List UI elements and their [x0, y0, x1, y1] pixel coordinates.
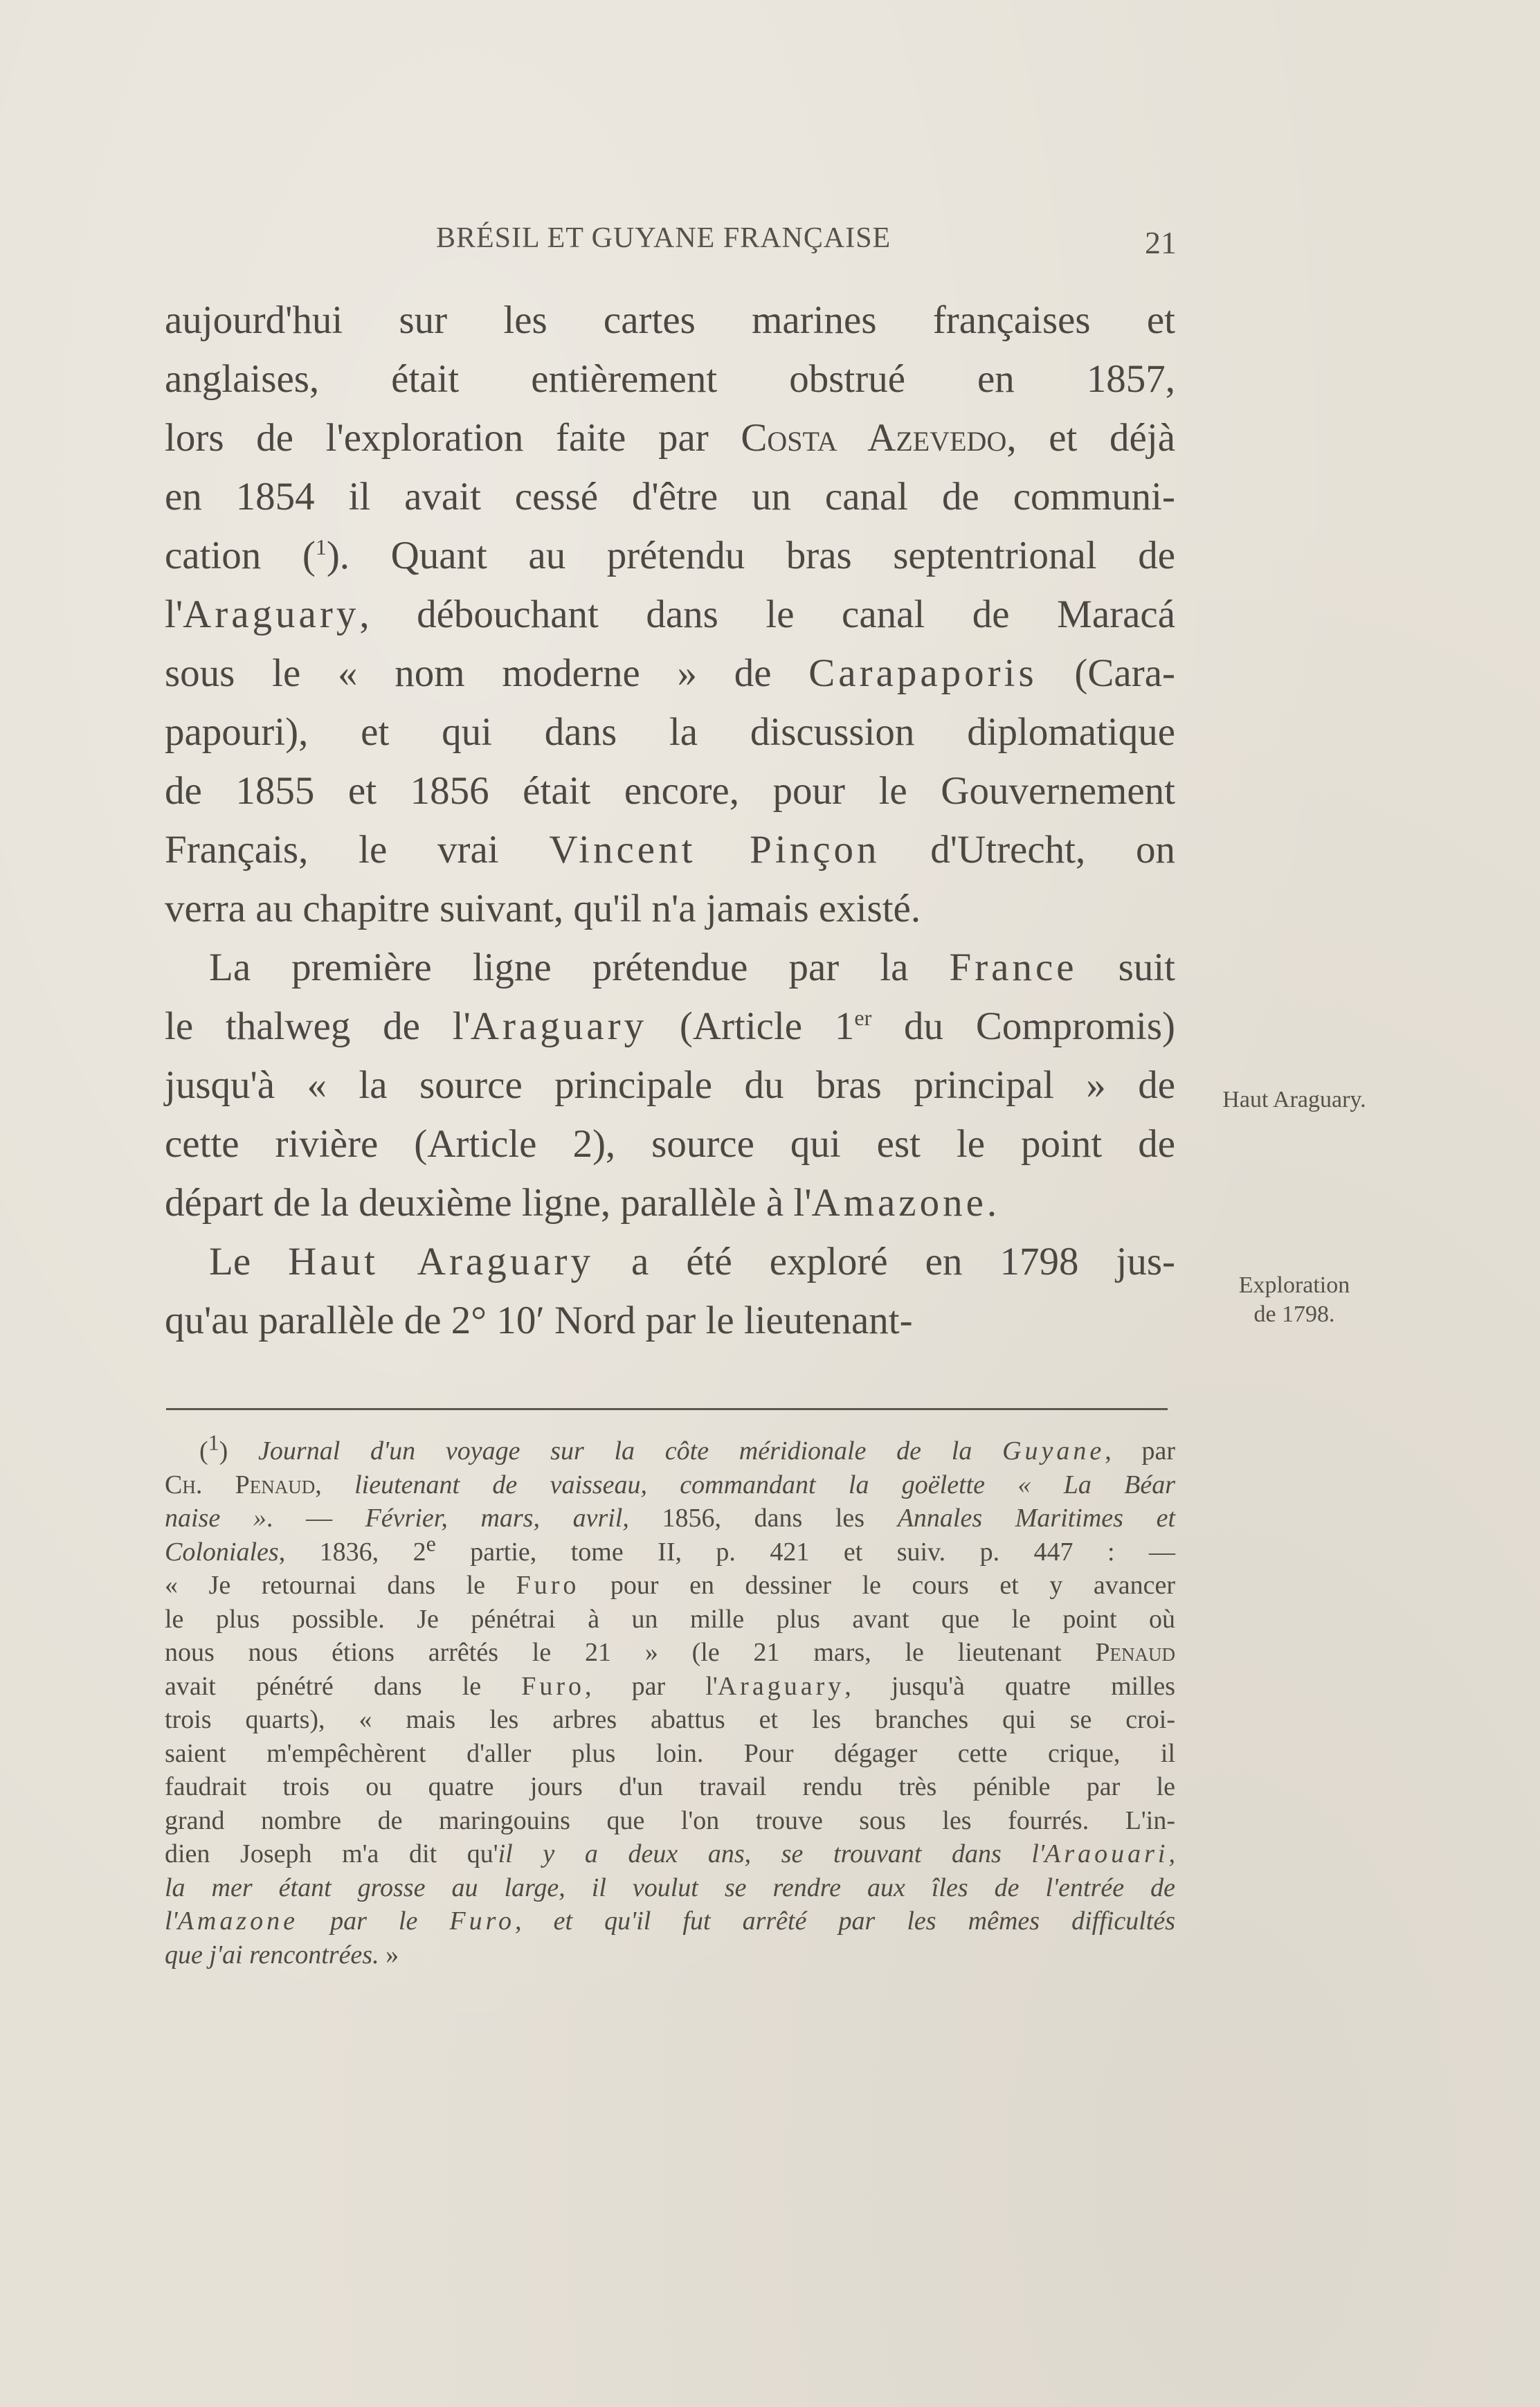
- main-text: [165, 291, 1175, 1350]
- footnote-line: la mer étant grosse au large, il voulut se rendre aux îles de l'entrée de: [165, 1873, 1175, 1902]
- text-line: Le Haut Araguary a été exploré en 1798 jus-: [209, 1240, 1175, 1283]
- text-line: en 1854 il avait cessé d'être un canal de communi-: [165, 475, 1175, 519]
- footnote-divider: [166, 1408, 1168, 1410]
- place-name: Araguary: [183, 593, 360, 636]
- text-line: Français, le vrai Vincent Pinçon d'Utrecht, on: [165, 828, 1175, 872]
- footnote-line: Ch. Penaud, lieutenant de vaisseau, commandant la goëlette « La Béar: [165, 1470, 1176, 1499]
- text-line: l'Araguary, débouchant dans le canal de Maracá: [165, 593, 1175, 636]
- footnote-line: faudrait trois ou quatre jours d'un travail rendu très pénible par le: [165, 1772, 1175, 1801]
- text-line: départ de la deuxième ligne, parallèle à l'Amazone.: [165, 1181, 997, 1225]
- text-line: le thalweg de l'Araguary (Article 1er du Compromis): [165, 1004, 1175, 1048]
- place-name: Vincent Pinçon: [549, 828, 880, 872]
- footnote-line: le plus possible. Je pénétrai à un mille plus avant que le point où: [165, 1604, 1175, 1634]
- footnote-line: dien Joseph m'a dit qu'il y a deux ans, se trouvant dans l'Araouari,: [165, 1839, 1175, 1868]
- place-name: Haut Araguary: [288, 1240, 595, 1283]
- footnote-line: avait pénétré dans le Furo, par l'Araguary, jusqu'à quatre milles: [165, 1671, 1175, 1701]
- text-line: sous le « nom moderne » de Carapaporis (Cara-: [165, 651, 1175, 695]
- place-name: Amazone: [811, 1181, 987, 1225]
- text-line: papouri), et qui dans la discussion diplomatique: [165, 710, 1175, 754]
- text-line: lors de l'exploration faite par Costa Azevedo, et déjà: [165, 416, 1175, 460]
- page-header: [166, 222, 1177, 263]
- text-line: La première ligne prétendue par la France suit: [209, 946, 1175, 989]
- text-line: verra au chapitre suivant, qu'il n'a jamais existé.: [165, 887, 921, 930]
- text-line: aujourd'hui sur les cartes marines françaises et: [165, 298, 1175, 342]
- footnote-ref: 1: [315, 534, 327, 559]
- footnote-line: saient m'empêchèrent d'aller plus loin. Pour dégager cette crique, il: [165, 1738, 1175, 1768]
- footnote-line: que j'ai rencontrées. »: [165, 1940, 399, 1969]
- text-line: anglaises, était entièrement obstrué en 1857,: [165, 357, 1175, 401]
- place-name: Carapaporis: [808, 651, 1038, 695]
- running-title: BRÉSIL ET GUYANE FRANÇAISE: [436, 222, 891, 254]
- person-name: Costa Azevedo: [741, 416, 1007, 460]
- footnote-line: grand nombre de maringouins que l'on trouve sous les fourrés. L'in-: [165, 1805, 1175, 1835]
- footnote: [165, 1430, 1176, 1972]
- footnote-line: « Je retournai dans le Furo pour en dessiner le cours et y avancer: [165, 1571, 1175, 1600]
- margin-note-haut-araguary: Haut Araguary.: [1222, 1087, 1366, 1112]
- footnote-line: l'Amazone par le Furo, et qu'il fut arrêté par les mêmes difficultés: [165, 1906, 1175, 1936]
- footnote-line: ($^1$) Journal d'un voyage sur la côte méridionale de la Guyane, par: [199, 1430, 1176, 1466]
- text-line: qu'au parallèle de 2° 10′ Nord par le lieutenant-: [165, 1299, 913, 1342]
- page-number: 21: [1145, 225, 1177, 260]
- place-name: France: [949, 946, 1078, 989]
- place-name: Araguary: [470, 1004, 648, 1048]
- footnote-line: trois quarts), « mais les arbres abattus et les branches qui se croi-: [165, 1705, 1175, 1734]
- margin-note-exploration: Exploration de 1798.: [1238, 1272, 1350, 1327]
- footnote-line: Coloniales, 1836, 2e partie, tome II, p. 421 et suiv. p. 447 : —: [165, 1530, 1176, 1567]
- text-line: de 1855 et 1856 était encore, pour le Gouvernement: [165, 769, 1175, 813]
- text-line: cation ($^1$). Quant au prétendu bras septentrional de: [165, 534, 1175, 577]
- text-line: jusqu'à « la source principale du bras principal » de: [165, 1063, 1175, 1107]
- footnote-line: naise ». — Février, mars, avril, 1856, dans les Annales Maritimes et: [165, 1504, 1176, 1533]
- text-line: cette rivière (Article 2), source qui est le point de: [165, 1122, 1175, 1166]
- footnote-line: nous nous étions arrêtés le 21 » (le 21 mars, le lieutenant Penaud: [165, 1638, 1175, 1667]
